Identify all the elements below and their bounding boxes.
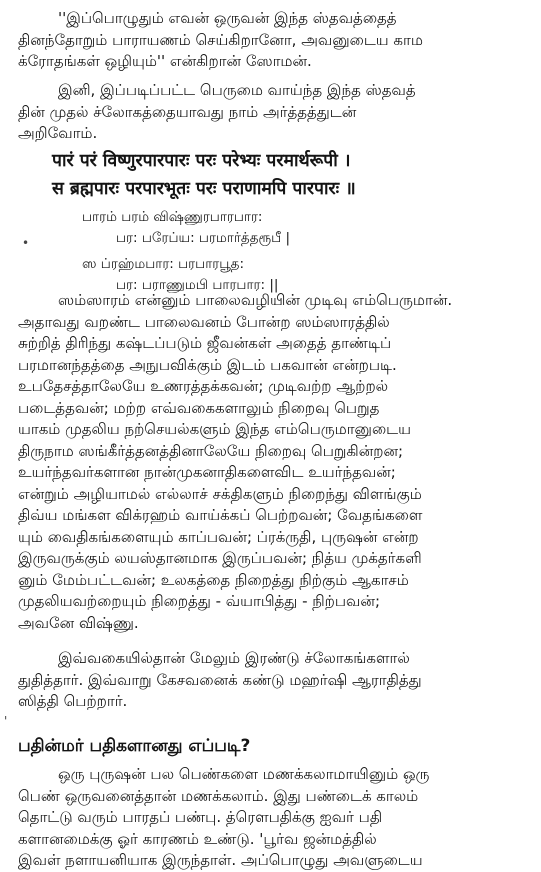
text-line: தின் முதல் ச்லோகத்தையாவது நாம் அர்த்தத்துடன்	[18, 102, 357, 121]
text-line: பரமானந்தத்தை அநுபவிக்கும் இடம் பகவான் என்றபடி.	[18, 355, 397, 374]
sloka-line: पारं परं विष्णुरपारपारः परः परेभ्यः परमार्थरूपी ।	[52, 151, 351, 171]
text-line: தினந்தோறும் பாராயணம் செய்கிறானோ, அவனுடைய காம	[18, 30, 423, 49]
text-line: யாகம் முதலிய நற்செயல்களும் இந்த எம்பெருமானுடைய	[18, 420, 411, 438]
transliteration-line: ஸ ப்ரஹ்மபார: பரபாரபூத:	[82, 256, 244, 272]
text-line: திருநாம ஸங்கீர்த்தனத்தினாலேயே நிறைவு பெறுகின்றன;	[18, 441, 404, 460]
text-line: சுற்றித் திரிந்து கஷ்டப்படும் ஜீவன்கள் அதைத் தாண்டிப்	[18, 334, 392, 352]
text-line: ஸித்தி பெற்றார்.	[18, 692, 128, 710]
margin-dot-mark: •	[22, 236, 30, 250]
text-line: உபதேசத்தாலேயே உணரத்தக்கவன்; முடிவற்ற ஆற்றல்	[18, 377, 389, 395]
transliteration-line: பர: பரேப்ய: பரமார்த்தரூபீ |	[116, 230, 291, 246]
text-line: னும் மேம்பட்டவன்; உலகத்தை நிறைத்து நிற்கும் ஆகாசம்	[18, 570, 409, 589]
text-line: இவள் நளாயனியாக இருந்தாள். அப்பொழுது அவளுடைய	[18, 851, 423, 869]
intro-paragraph	[18, 80, 528, 145]
text-line: முதலியவற்றையும் நிறைத்து - வ்யாபித்து - நிற்பவன்;	[18, 592, 380, 610]
margin-tick-mark: '	[4, 714, 8, 728]
text-line: பெண் ஒருவனைத்தான் மணக்கலாம். இது பண்டைக் காலம்	[18, 786, 419, 805]
transliteration-line: பர: பராணுமபி பாரபார: ||	[116, 277, 279, 293]
text-line: ஒரு புருஷன் பல பெண்களை மணக்கலாமாயினும் ஒரு	[58, 765, 430, 783]
text-line: என்றும் அழியாமல் எல்லாச் சக்திகளும் நிறைந்து விளங்கும்	[18, 484, 422, 503]
sloka-line: स ब्रह्मपारः परपारभूतः परः पराणामपि पारपारः ॥	[52, 179, 356, 199]
text-line: க்ரோதங்கள் ஒழியும்'' என்கிறான் ஸோமன்.	[18, 52, 312, 70]
text-line: ''இப்பொழுதும் எவன் ஒருவன் இந்த ஸ்தவத்தைத்	[58, 9, 397, 27]
text-line: களானமைக்கு ஓர் காரணம் உண்டு. 'பூர்வ ஜன்மத்தில்	[18, 829, 377, 848]
text-line: அதாவது வறண்ட பாலைவனம் போன்ற ஸம்ஸாரத்தில்	[18, 312, 390, 331]
section-heading: பதின்மர் பதிகளானது எப்படி?	[18, 736, 251, 756]
closing-paragraph	[18, 648, 528, 713]
text-line: இருவருக்கும் லயஸ்தானமாக இருப்பவன்; நித்ய முக்தர்களி	[18, 549, 422, 567]
explanation-paragraph	[18, 290, 528, 634]
text-line: யும் வைதிகங்களையும் காப்பவன்; ப்ரக்ருதி, புருஷன் என்ற	[18, 527, 419, 546]
text-line: அறிவோம்.	[18, 124, 98, 142]
text-line: உயர்ந்தவர்களான நான்முகனாதிகளைவிட உயர்ந்தவன்;	[18, 463, 396, 481]
quote-paragraph	[18, 8, 528, 73]
text-line: திவ்ய மங்கள விக்ரஹம் வாய்க்கப் பெற்றவன்; வேதங்களை	[18, 506, 423, 524]
final-paragraph	[18, 764, 528, 872]
text-line: ஸம்ஸாரம் என்னும் பாலைவழியின் முடிவு எம்பெருமான்.	[58, 291, 453, 309]
text-line: இனி, இப்படிப்பட்ட பெருமை வாய்ந்த இந்த ஸ்தவத்	[58, 81, 416, 99]
tamil-transliteration	[18, 207, 528, 296]
text-line: தொட்டு வரும் பாரதப் பண்பு. த்ரௌபதிக்கு ஐவர் பதி	[18, 808, 383, 826]
text-line: அவனே விஷ்ணு.	[18, 613, 139, 632]
text-line: துதித்தார். இவ்வாறு கேசவனைக் கண்டு மஹர்ஷி ஆராதித்து	[18, 670, 422, 689]
text-line: இவ்வகையில்தான் மேலும் இரண்டு ச்லோகங்களால்	[58, 649, 410, 667]
sanskrit-sloka	[18, 147, 528, 203]
transliteration-line: பாரம் பரம் விஷ்ணுரபாரபார:	[82, 209, 263, 225]
text-line: படைத்தவன்; மற்ற எவ்வகைகளாலும் நிறைவு பெறுத	[18, 398, 380, 417]
